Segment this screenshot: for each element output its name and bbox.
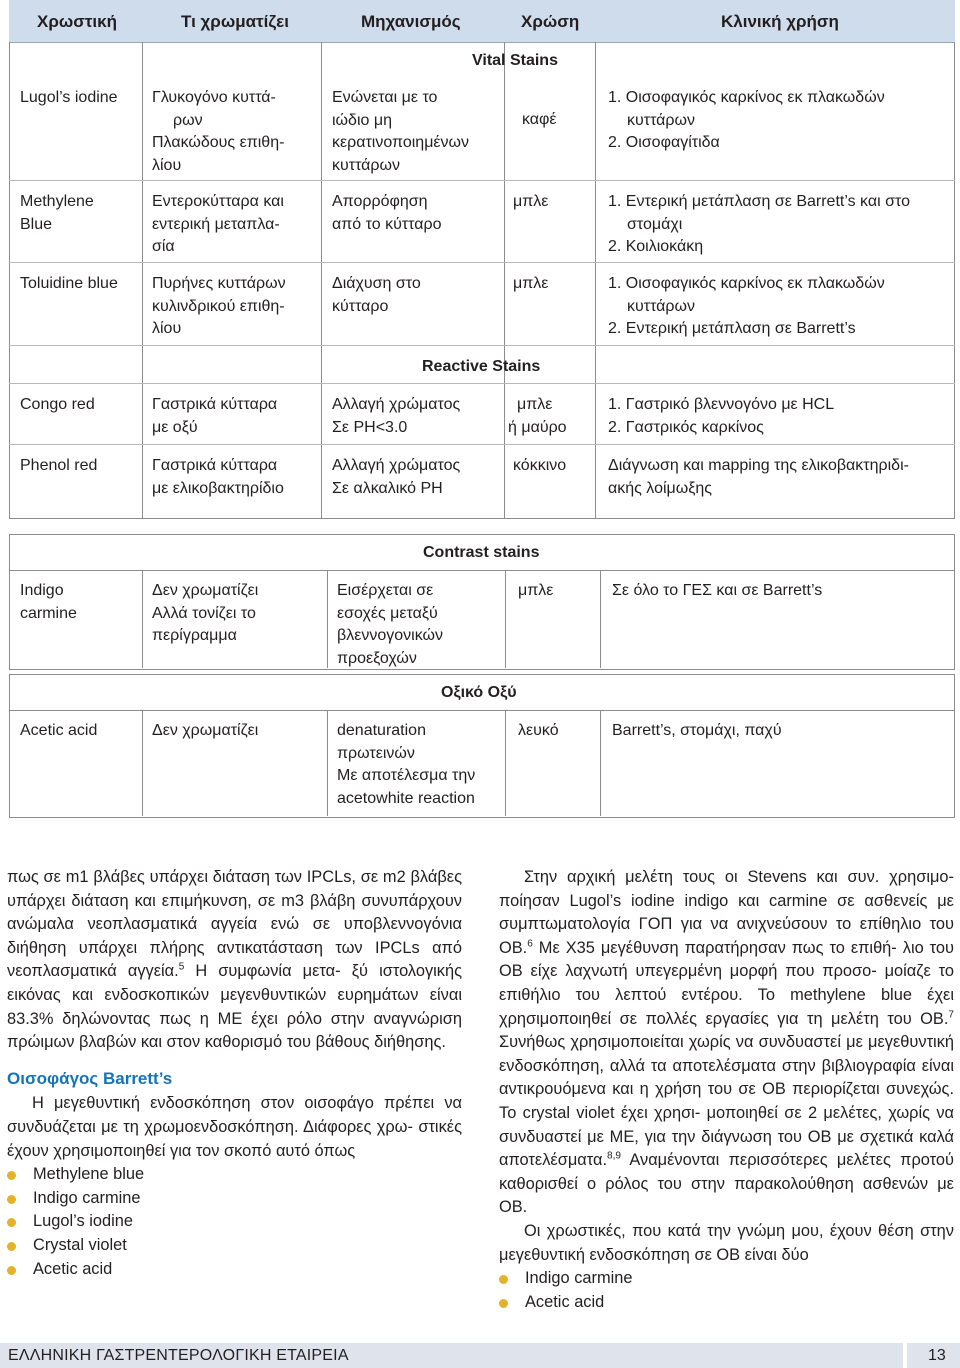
- target-cell: Γαστρικά κύτταρα με οξύ: [152, 396, 278, 436]
- target-cell: Εντεροκύτταρα και εντερική μεταπλα- σία: [152, 193, 284, 255]
- dye-cell: Phenol red: [20, 457, 98, 474]
- right-text-column: [499, 866, 954, 1314]
- target-cell: Γαστρικά κύτταρα με ελικοβακτηρίδιο: [152, 457, 284, 497]
- list-item: Crystal violet: [7, 1234, 462, 1258]
- mechanism-cell: Αλλαγή χρώματος Σε αλκαλικό PH: [332, 457, 461, 497]
- target-cell: Γλυκογόνο κυττά- ρων Πλακώδους επιθη- λίου: [152, 89, 285, 174]
- dye-cell: Indigo carmine: [20, 582, 77, 622]
- section-title-contrast: Contrast stains: [423, 544, 540, 561]
- clinical-cell: 1. Οισοφαγικός καρκίνος εκ πλακωδών κυττάρων 2. Εντερική μετάπλαση σε Barrett’s: [608, 275, 885, 337]
- header-color: Χρώση: [521, 12, 580, 31]
- dye-list: [7, 1163, 462, 1281]
- section-title-acid: Οξικό Οξύ: [441, 684, 517, 701]
- color-cell: μπλε: [518, 582, 554, 599]
- footer-divider: [903, 1343, 907, 1368]
- list-item: Methylene blue: [7, 1163, 462, 1187]
- color-cell: μπλε ή μαύρο: [508, 396, 567, 436]
- mechanism-cell: Αλλαγή χρώματος Σε PH<3.0: [332, 396, 461, 436]
- mechanism-cell: Ενώνεται με το ιώδιο μη κερατινοποιημένων κυττάρων: [332, 89, 470, 174]
- page-number: 13: [928, 1347, 946, 1364]
- color-cell: μπλε: [513, 275, 549, 292]
- list-item: Indigo carmine: [7, 1187, 462, 1211]
- body-paragraph: Οι χρωστικές, που κατά την γνώμη μου, έχουν θέση στην μεγεθυντική ενδοσκόπηση σε ΟΒ είναι δύο: [499, 1221, 954, 1264]
- clinical-cell: Barrett’s, στομάχι, παχύ: [612, 722, 782, 739]
- dye-cell: Acetic acid: [20, 722, 98, 739]
- clinical-cell: 1. Γαστρικό βλεννογόνο με HCL 2. Γαστρικός καρκίνος: [608, 396, 835, 436]
- color-cell: μπλε: [513, 193, 549, 210]
- list-item: Acetic acid: [7, 1258, 462, 1282]
- dye-cell: Toluidine blue: [20, 275, 118, 292]
- dye-cell: Lugol’s iodine: [20, 89, 118, 106]
- list-item: Acetic acid: [499, 1291, 954, 1315]
- section-title-vital: Vital Stains: [472, 52, 558, 69]
- color-cell: κόκκινο: [513, 457, 567, 474]
- page-footer: [0, 1343, 960, 1368]
- header-target: Τι χρωματίζει: [181, 12, 289, 31]
- mechanism-cell: denaturation πρωτεινών Με αποτέλεσμα την acetowhite reaction: [337, 722, 476, 807]
- left-text-column: [7, 866, 462, 1281]
- recommended-dye-list: [499, 1267, 954, 1314]
- section-heading: Οισοφάγος Barrett’s: [7, 1068, 173, 1088]
- target-cell: Δεν χρωματίζει Αλλά τονίζει το περίγραμμα: [152, 582, 259, 644]
- clinical-cell: Διάγνωση και mapping της ελικοβακτηριδι- ακής λοίμωξης: [608, 457, 909, 497]
- body-paragraph: πως σε m1 βλάβες υπάρχει διάταση των IPCLs, σε m2 βλάβες υπάρχει διάταση και επιμήκυνση, σε m3 βλάβη συνυπάρχουν ανώμαλα νεοπλασματικά αγγεία ενώ σε υποβλεννογόνια διήθηση υπάρχει πλήρης αντικατάσταση των IPCLs από νεοπλασματικά αγγεία.$^5$ Η συμφωνία μετα- ξύ ιστολογικής εικόνας και ενδοσκοπικών μεγενθυντικών ευρημάτων είναι 83.3% δηλώνοντας πως η ΜΕ έχει ρόλο στην αναγνώριση πρώιμων βλαβών και στον καθορισμό του βάθους διήθησης.: [7, 868, 463, 1052]
- body-paragraph: Στην αρχική μελέτη τους οι Stevens και συν. χρησιμο- ποίησαν Lugol’s iodine indigo και carmine σε ασθενείς με συμπτωματολογία ΓΟΠ για να ανιχνεύσουν το επίθηλιο του ΟΒ.$^6$ Με Χ35 μεγέθυνση παρατήρησαν πως το επιθή- λιο του ΟΒ είχε λαχνωτή υπεγερμένη μορφή που προσο- μοίαζε το επιθήλιο του λεπτού εντέρου. Το methylene blue έχει χρησιμοποιηθεί σε πολλές εργασίες για τη μελέτη του ΟΒ.$^7$ Συνήθως χρησιμοποιείται χωρίς να συνδυαστεί με μεγεθυντική ενδοσκόπηση, αλλά τα αποτελέσματα στην βιβλιογραφία είναι αντικρουόμενα και η χρήση του σε ΟΒ περιορίζεται συνεχώς. Το crystal violet έχει χρησι- μοποιηθεί σε 2 μελέτες, χωρίς να συνδυαστεί με ΜΕ, για την διάγνωση του ΟΒ με σχετικά καλά αποτελέσματα.$^{8,9}$ Αναμένονται περισσότερες μελέτες προτού καθορισθεί ο ρόλος του στην παρακολούθηση ασθενών με ΟΒ.: [499, 868, 954, 1217]
- header-mechanism: Μηχανισμός: [361, 12, 461, 31]
- target-cell: Πυρήνες κυττάρων κυλινδρικού επιθη- λίου: [152, 275, 286, 337]
- clinical-cell: Σε όλο το ΓΕΣ και σε Barrett’s: [612, 582, 823, 599]
- journal-name: ΕΛΛΗΝΙΚΗ ΓΑΣΤΡΕΝΤΕΡΟΛΟΓΙΚΗ ΕΤΑΙΡΕΙΑ: [8, 1347, 349, 1364]
- header-clinical: Κλινική χρήση: [721, 12, 839, 31]
- dye-cell: Congo red: [20, 396, 95, 413]
- citation: 5: [178, 961, 185, 973]
- mechanism-cell: Απορρόφηση από το κύτταρο: [332, 193, 442, 233]
- mechanism-cell: Διάχυση στο κύτταρο: [332, 275, 421, 315]
- citation: 6: [527, 938, 533, 950]
- clinical-cell: 1. Οισοφαγικός καρκίνος εκ πλακωδών κυττάρων 2. Οισοφαγίτιδα: [608, 89, 885, 151]
- citation: 8,9: [607, 1150, 621, 1162]
- dye-cell: Methylene Blue: [20, 193, 94, 233]
- section-title-reactive: Reactive Stains: [422, 358, 541, 375]
- chromoendoscopy-table: [9, 0, 955, 818]
- list-item: Indigo carmine: [499, 1267, 954, 1291]
- color-cell: καφέ: [522, 111, 557, 128]
- list-item: Lugol’s iodine: [7, 1210, 462, 1234]
- citation: 7: [948, 1009, 954, 1021]
- table-header-row: [9, 0, 955, 43]
- target-cell: Δεν χρωματίζει: [152, 722, 259, 739]
- color-cell: λευκό: [518, 722, 559, 739]
- body-paragraph: Η μεγεθυντική ενδοσκόπηση στον οισοφάγο πρέπει να συνδυάζεται με τη χρωμοενδοσκόπηση. Διάφορες χρω- στικές έχουν χρησιμοποιηθεί για τον σκοπό αυτό όπως: [7, 1094, 462, 1160]
- mechanism-cell: Εισέρχεται σε εσοχές μεταξύ βλεννογονικών προεξοχών: [337, 582, 443, 667]
- clinical-cell: 1. Εντερική μετάπλαση σε Barrett’s και στο στομάχι 2. Κοιλιοκάκη: [608, 193, 910, 255]
- header-dye: Χρωστική: [37, 12, 118, 31]
